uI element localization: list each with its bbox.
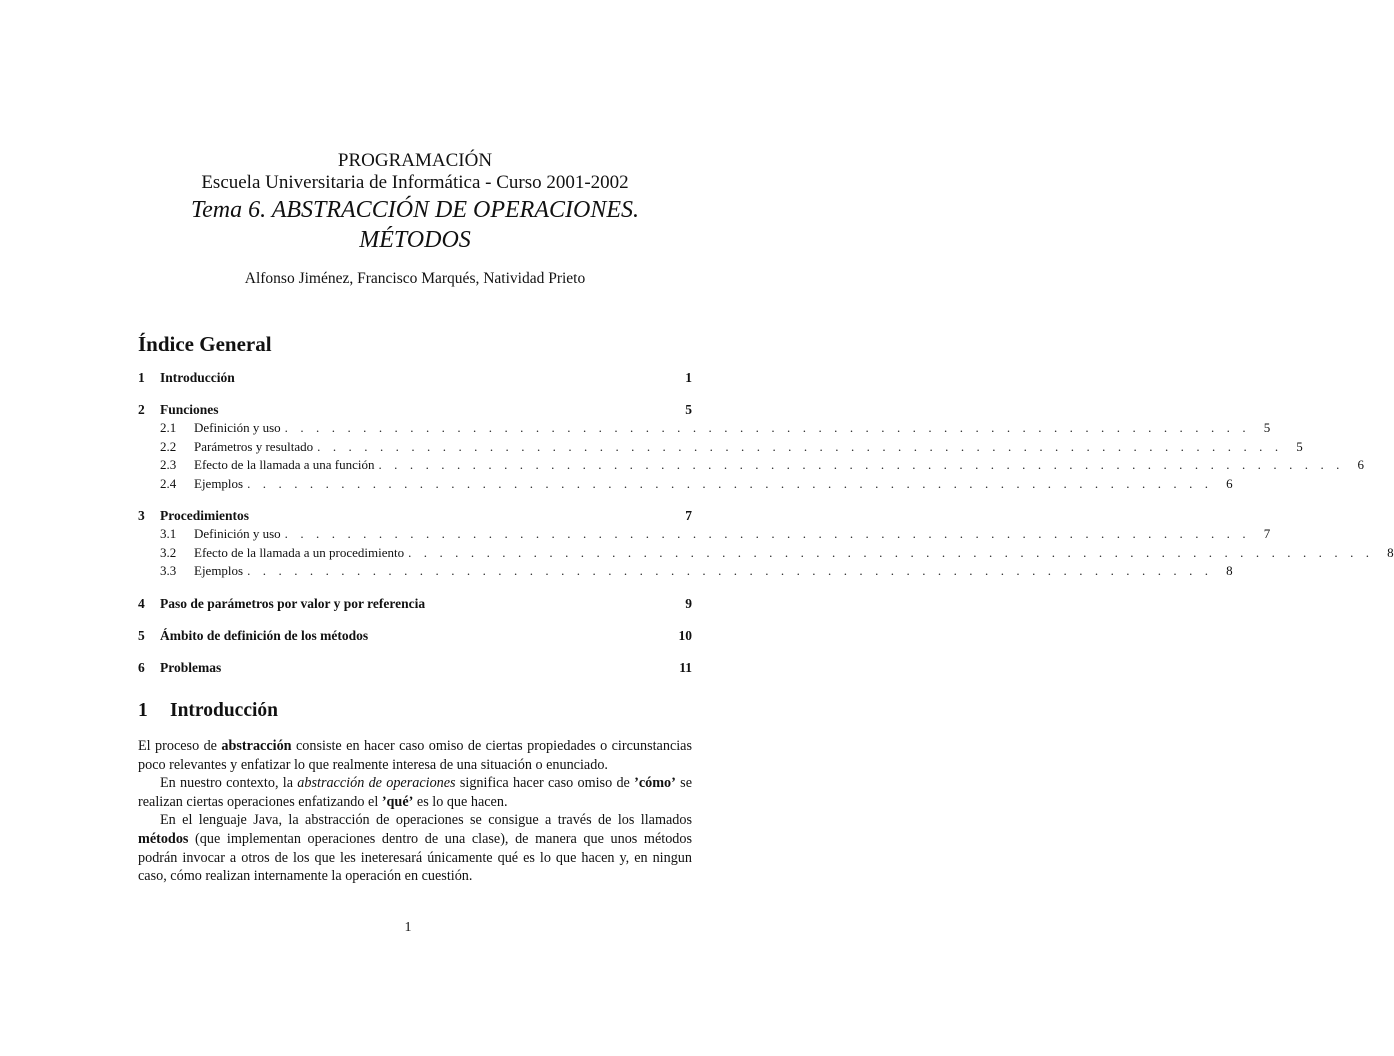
school-course-line: Escuela Universitaria de Informática - Curso 2001-2002 <box>201 172 629 193</box>
toc-subentry-2-1[interactable] <box>138 419 1271 438</box>
toc-subentry-3-1[interactable] <box>138 525 1271 544</box>
toc-subentry-2-3[interactable] <box>138 456 1365 475</box>
toc-entry-number: 3 <box>138 508 145 523</box>
text-run: se realizan ciertas operaciones enfatizando el <box>138 775 692 810</box>
toc-entry-page: 1 <box>685 370 692 385</box>
paragraph-2 <box>138 774 692 811</box>
text-run: consiste en hacer caso omiso de ciertas propiedades o circunstancias poco relevantes y enfatizar lo que realmente interesa de una situación o enunciado. <box>138 738 692 773</box>
toc-entry-title: Paso de parámetros por valor y por referencia <box>160 595 426 611</box>
toc-leader-dots: . . . . . . . . . . . . . . . . . . . . . . . . . . . . . . . . . . . . . . . . . . . . . . . . . . . . . . . . . . . . . . <box>247 475 1213 491</box>
toc-heading: Índice General <box>138 332 272 356</box>
toc-entry-3[interactable] <box>138 506 692 525</box>
table-of-contents <box>138 368 1394 677</box>
paragraph-1 <box>138 737 692 774</box>
toc-subentry-3-2[interactable] <box>138 544 1394 563</box>
toc-subentry-3-3[interactable] <box>138 562 1233 581</box>
toc-entry-page: 11 <box>679 659 692 675</box>
toc-entry-number: 1 <box>138 370 145 385</box>
italic-term: abstracción de operaciones <box>297 775 456 792</box>
toc-leader-dots: . . . . . . . . . . . . . . . . . . . . . . . . . . . . . . . . . . . . . . . . . . . . . . . . . . . . . . . . . . . . . . <box>317 438 1283 454</box>
toc-entry-number: 4 <box>138 595 145 611</box>
toc-entry-title: Problemas <box>160 659 222 675</box>
bold-term: ’qué’ <box>381 793 414 810</box>
toc-subentry-title: Ejemplos <box>194 563 244 578</box>
toc-subentry-2-4[interactable] <box>138 475 1233 494</box>
toc-entry-title: Introducción <box>160 370 235 385</box>
toc-entry-page: 7 <box>685 508 692 523</box>
toc-entry-page: 10 <box>678 627 692 643</box>
toc-subentry-number: 3.1 <box>160 526 177 541</box>
toc-leader-dots: . . . . . . . . . . . . . . . . . . . . . . . . . . . . . . . . . . . . . . . . . . . . . . . . . . . . . . . . . . . . . . <box>284 526 1251 541</box>
toc-entry-number: 5 <box>138 627 145 643</box>
title-block <box>138 150 692 289</box>
text-run: En el lenguaje Java, la abstracción de operaciones se consigue a través de los llamados <box>160 812 692 829</box>
toc-entry-number: 6 <box>138 659 145 675</box>
toc-entry-2[interactable] <box>138 400 692 419</box>
toc-subentry-number: 3.3 <box>160 563 177 578</box>
toc-subentry-number: 3.2 <box>160 544 177 560</box>
text-run: (que implementan operaciones dentro de una clase), de manera que unos métodos podrán invocar a otros de los que les ineteresará únicamente qué es lo que hacen y, en ningun caso, cómo realizan internamente la operación en cuestión. <box>138 830 692 885</box>
topic-title-line-2: MÉTODOS <box>359 227 471 253</box>
toc-leader-dots: . . . . . . . . . . . . . . . . . . . . . . . . . . . . . . . . . . . . . . . . . . . . . . . . . . . . . . . . . . . . . . <box>408 544 1374 560</box>
toc-subentry-2-2[interactable] <box>138 438 1303 457</box>
toc-entry-title: Procedimientos <box>160 508 249 523</box>
toc-subentry-page: 8 <box>1226 563 1233 578</box>
toc-subentry-title: Ejemplos <box>194 475 244 491</box>
toc-subentry-number: 2.2 <box>160 438 177 454</box>
bold-term: métodos <box>138 830 189 847</box>
toc-subentry-number: 2.1 <box>160 420 177 435</box>
toc-entry-title: Funciones <box>160 402 219 417</box>
text-run: significa hacer caso omiso de <box>455 775 635 792</box>
toc-entry-title: Ámbito de definición de los métodos <box>160 627 369 643</box>
bold-term: abstracción <box>221 738 292 754</box>
toc-subentry-title: Definición y uso <box>194 420 281 435</box>
section-body <box>138 737 692 886</box>
toc-subentry-page: 5 <box>1263 420 1271 435</box>
text-run: En nuestro contexto, la <box>160 775 298 792</box>
toc-entry-4[interactable] <box>138 594 692 613</box>
toc-entry-page: 5 <box>685 402 692 417</box>
toc-entry-number: 2 <box>138 402 145 417</box>
toc-subentry-title: Parámetros y resultado <box>194 438 314 454</box>
toc-subentry-page: 6 <box>1357 457 1365 472</box>
topic-title <box>138 195 692 255</box>
toc-leader-dots: . . . . . . . . . . . . . . . . . . . . . . . . . . . . . . . . . . . . . . . . . . . . . . . . . . . . . . . . . . . . . . <box>378 457 1345 472</box>
toc-subentry-page: 7 <box>1263 526 1271 541</box>
toc-leader-dots: . . . . . . . . . . . . . . . . . . . . . . . . . . . . . . . . . . . . . . . . . . . . . . . . . . . . . . . . . . . . . . <box>247 563 1213 578</box>
course-name: PROGRAMACIÓN <box>337 150 493 171</box>
toc-subentry-number: 2.3 <box>160 457 177 472</box>
text-run: es lo que hacen. <box>413 793 508 810</box>
section-title: Introducción <box>170 700 278 721</box>
authors: Alfonso Jiménez, Francisco Marqués, Natividad Prieto <box>244 270 586 287</box>
topic-title-line-1: Tema 6. ABSTRACCIÓN DE OPERACIONES. <box>191 197 639 223</box>
toc-subentry-title: Efecto de la llamada a un procedimiento <box>194 544 405 560</box>
toc-leader-dots: . . . . . . . . . . . . . . . . . . . . . . . . . . . . . . . . . . . . . . . . . . . . . . . . . . . . . . . . . . . . . . <box>284 420 1251 435</box>
toc-subentry-page: 8 <box>1387 544 1394 560</box>
bold-term: ’cómo’ <box>634 775 676 792</box>
toc-subentry-page: 5 <box>1296 438 1303 454</box>
toc-entry-5[interactable] <box>138 626 692 645</box>
text-run: El proceso de <box>138 738 222 754</box>
toc-subentry-title: Definición y uso <box>194 526 281 541</box>
section-number: 1 <box>138 700 148 721</box>
toc-entry-6[interactable] <box>138 658 692 677</box>
toc-entry-1[interactable] <box>138 368 692 387</box>
toc-subentry-number: 2.4 <box>160 475 177 491</box>
toc-entry-page: 9 <box>685 595 692 611</box>
paragraph-3 <box>138 811 692 885</box>
toc-subentry-title: Efecto de la llamada a una función <box>194 457 375 472</box>
section-heading <box>138 698 278 724</box>
page-number: 1 <box>404 920 412 935</box>
toc-subentry-page: 6 <box>1226 475 1233 491</box>
